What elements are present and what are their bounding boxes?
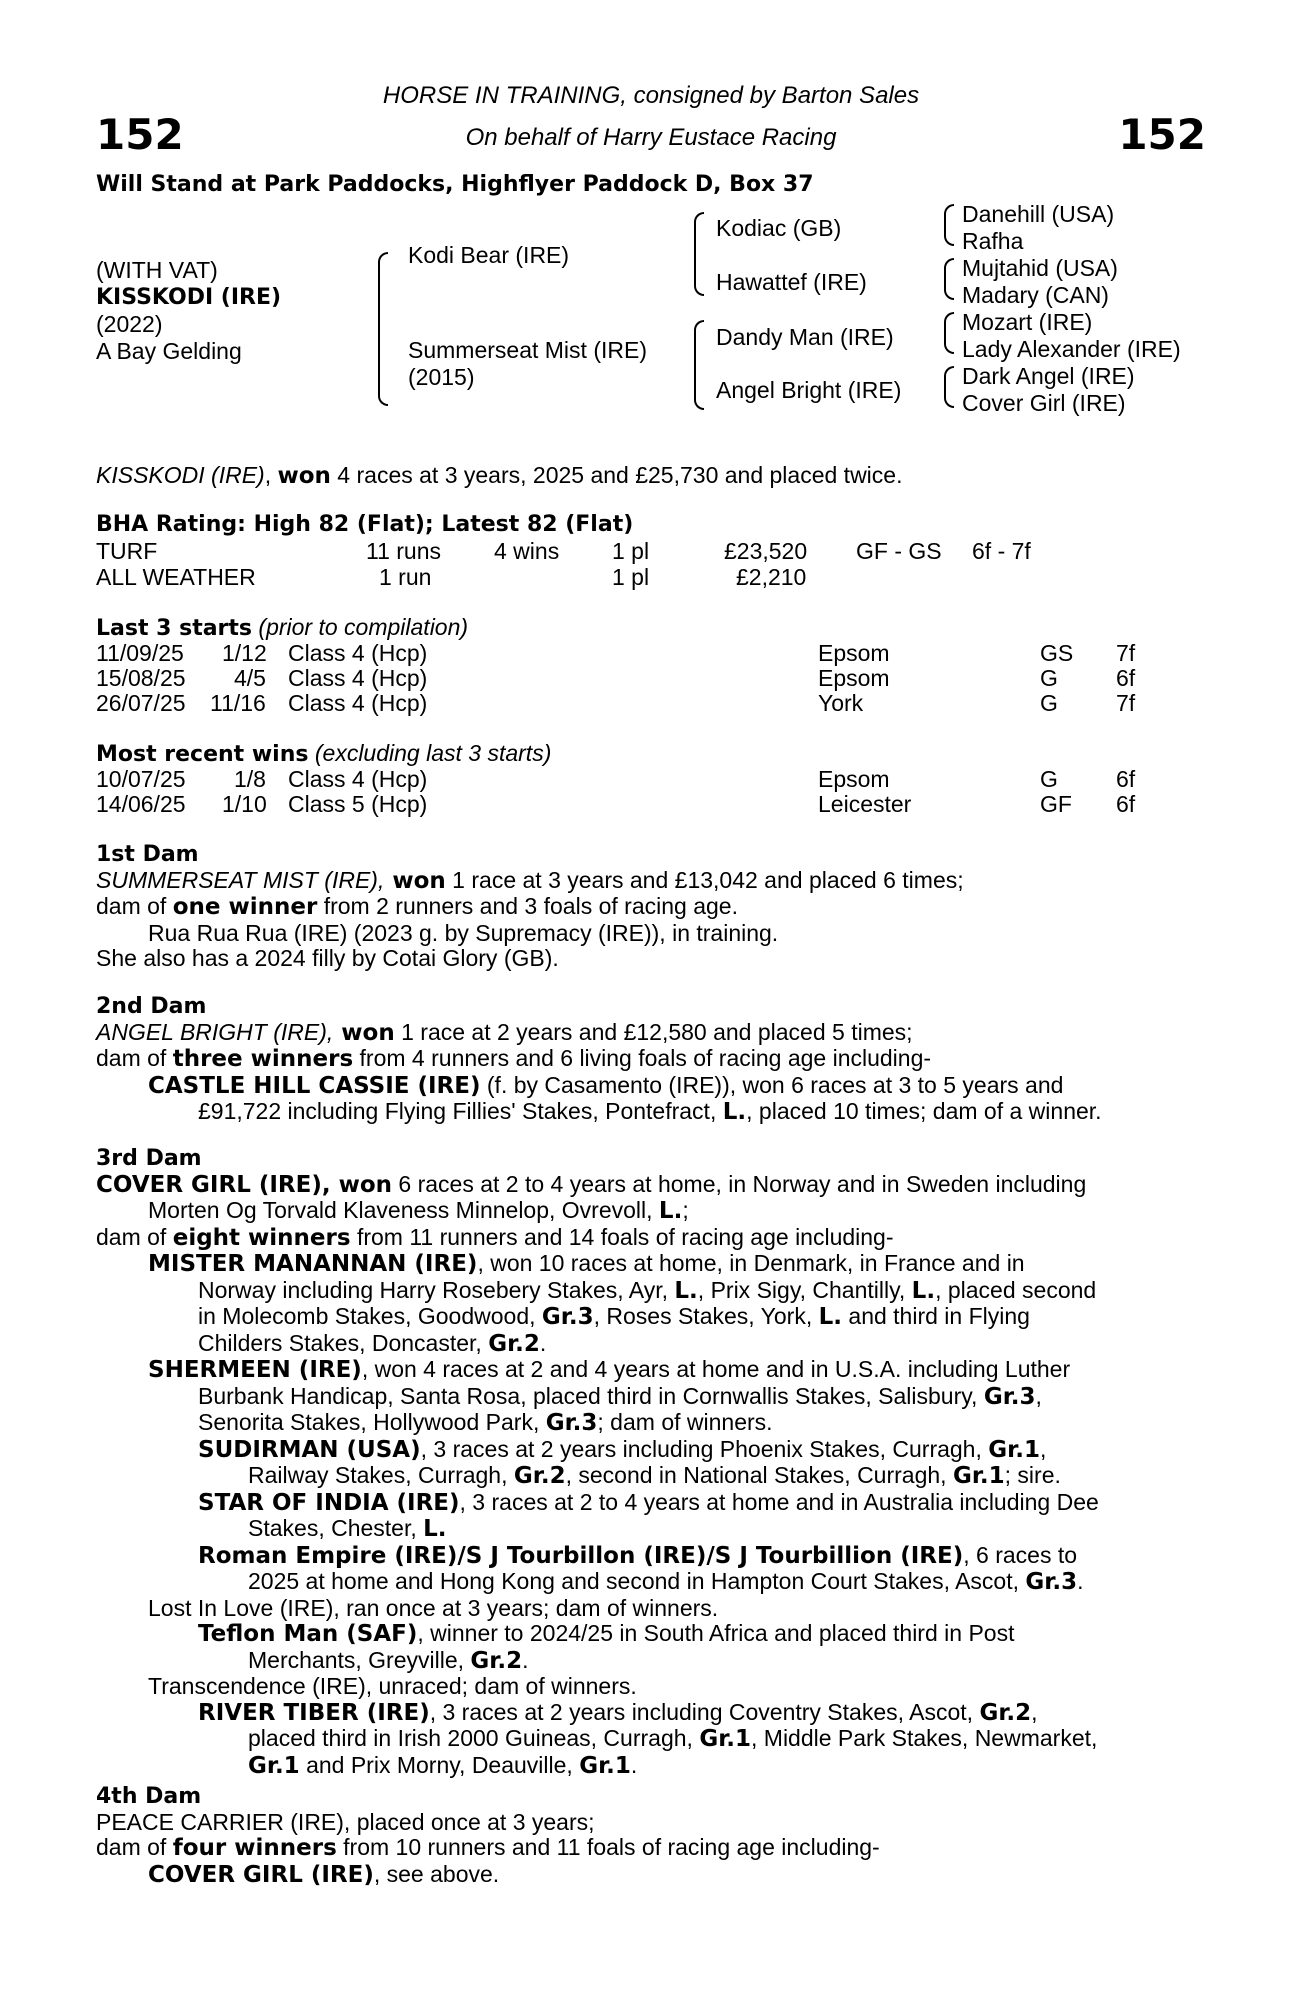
dam-brace [694, 320, 704, 410]
first-dam-also: She also has a 2024 filly by Cotai Glory (GB). [96, 945, 559, 971]
win-course: Epsom [818, 766, 890, 792]
sire: Kodi Bear (IRE) [408, 242, 570, 268]
horse-year: (2022) [96, 311, 163, 337]
first-dam-heading: 1st Dam [96, 842, 199, 867]
sire-dam: Hawattef (IRE) [716, 269, 867, 295]
fourth-dam-section [96, 1784, 1206, 1888]
win-position: 1/8 [234, 766, 266, 792]
grand-8: Cover Girl (IRE) [962, 390, 1126, 416]
lot-number-right: 152 [1118, 110, 1206, 159]
cover-girl-entry: COVER GIRL (IRE), see above. [148, 1860, 500, 1888]
start-position: 11/16 [210, 690, 266, 716]
vat-note: (WITH VAT) [96, 257, 218, 283]
summary-rest: 4 races at 3 years, 2025 and £25,730 and placed twice. [330, 462, 903, 488]
mister-manannan-cont: Norway including Harry Rosebery Stakes, Ayr, L., Prix Sigy, Chantilly, L., placed second [198, 1276, 1097, 1304]
castle-hill-cassie-entry: CASTLE HILL CASSIE (IRE) (f. by Casamento (IRE)), won 6 races at 3 to 5 years and [148, 1071, 1064, 1099]
fourth-dam-produce: dam of four winners from 10 runners and 11 foals of racing age including- [96, 1834, 880, 1861]
mister-manannan-cont: Childers Stakes, Doncaster, Gr.2. [198, 1329, 547, 1357]
summary-name: KISSKODI (IRE) [96, 462, 265, 488]
second-dam-record: ANGEL BRIGHT (IRE), won 1 race at 2 years and £12,580 and placed 5 times; [96, 1018, 913, 1046]
first-dam-section [96, 842, 1206, 972]
second-dam-produce: dam of three winners from 4 runners and 6 living foals of racing age including- [96, 1045, 932, 1072]
fourth-dam-heading: 4th Dam [96, 1784, 202, 1809]
win-going: GF [1040, 791, 1072, 817]
start-going: GS [1040, 640, 1074, 666]
third-dam-record-cont: Morten Og Torvald Klaveness Minnelop, Ovrevoll, L.; [148, 1197, 689, 1224]
start-position: 4/5 [234, 665, 266, 691]
sire-brace [694, 212, 704, 296]
last-starts-heading: Last 3 starts (prior to compilation) [96, 614, 469, 641]
grand-1: Danehill (USA) [962, 201, 1115, 227]
shermeen-cont: Senorita Stakes, Hollywood Park, Gr.3; dam of winners. [198, 1409, 773, 1436]
rating-surface: ALL WEATHER [96, 564, 256, 590]
start-class: Class 4 (Hcp) [288, 665, 428, 691]
third-dam-section [96, 1146, 1206, 1779]
third-dam-produce: dam of eight winners from 11 runners and 14 foals of racing age including- [96, 1223, 894, 1251]
sudirman-entry: SUDIRMAN (USA), 3 races at 2 years including Phoenix Stakes, Curragh, Gr.1, [198, 1435, 1047, 1463]
star-of-india-cont: Stakes, Chester, L. [248, 1515, 447, 1542]
grand-7: Dark Angel (IRE) [962, 363, 1135, 389]
castle-hill-cassie-entry-cont: £91,722 including Flying Fillies' Stakes, Pontefract, L., placed 10 times; dam of a winner. [198, 1098, 1102, 1125]
summary-won: won [277, 463, 331, 489]
teflon-man-entry: Teflon Man (SAF), winner to 2024/25 in South Africa and placed third in Post [198, 1620, 1015, 1647]
horse-name: KISSKODI (IRE) [96, 285, 282, 310]
start-distance: 6f [1116, 665, 1136, 691]
g-brace-3 [944, 312, 954, 354]
first-dam-record: SUMMERSEAT MIST (IRE), won 1 race at 3 years and £13,042 and placed 6 times; [96, 866, 964, 894]
consignment-line: HORSE IN TRAINING, consigned by Barton Sales [382, 82, 920, 109]
start-class: Class 4 (Hcp) [288, 690, 428, 716]
star-of-india-entry: STAR OF INDIA (IRE), 3 races at 2 to 4 years at home and in Australia including Dee [198, 1488, 1099, 1516]
start-distance: 7f [1116, 640, 1136, 666]
start-distance: 7f [1116, 690, 1136, 716]
grand-3: Mujtahid (USA) [962, 255, 1118, 281]
fourth-dam-record: PEACE CARRIER (IRE), placed once at 3 years; [96, 1808, 595, 1835]
river-tiber-entry: RIVER TIBER (IRE), 3 races at 2 years including Coventry Stakes, Ascot, Gr.2, [198, 1698, 1038, 1726]
g-brace-2 [944, 258, 954, 300]
grand-6: Lady Alexander (IRE) [962, 336, 1181, 362]
rating-runs: 11 runs [366, 538, 442, 564]
start-date: 11/09/25 [96, 640, 184, 666]
win-distance: 6f [1116, 791, 1136, 817]
location-line: Will Stand at Park Paddocks, Highflyer Paddock D, Box 37 [96, 172, 814, 197]
transcendence-entry: Transcendence (IRE), unraced; dam of winners. [148, 1673, 637, 1699]
start-going: G [1040, 665, 1058, 691]
g-brace-4 [944, 366, 954, 408]
grand-5: Mozart (IRE) [962, 309, 1093, 335]
win-class: Class 5 (Hcp) [288, 791, 428, 817]
rating-placed: 1 pl [612, 538, 650, 564]
win-date: 14/06/25 [96, 791, 186, 817]
second-dam-heading: 2nd Dam [96, 994, 207, 1019]
dam-dam: Angel Bright (IRE) [716, 377, 902, 403]
dam-sire: Dandy Man (IRE) [716, 324, 894, 350]
lost-in-love-entry: Lost In Love (IRE), ran once at 3 years; dam of winners. [148, 1594, 719, 1621]
on-behalf-line: On behalf of Harry Eustace Racing [465, 124, 837, 151]
dam: Summerseat Mist (IRE) [408, 337, 647, 363]
win-date: 10/07/25 [96, 766, 186, 792]
start-position: 1/12 [222, 640, 267, 666]
rating-wins: 4 wins [494, 538, 560, 564]
start-course: York [818, 690, 864, 716]
pedigree-brace [378, 252, 388, 406]
roman-empire-cont: 2025 at home and Hong Kong and second in Hampton Court Stakes, Ascot, Gr.3. [248, 1568, 1084, 1595]
shermeen-cont: Burbank Handicap, Santa Rosa, placed third in Cornwallis Stakes, Salisbury, Gr.3, [198, 1382, 1042, 1410]
start-going: G [1040, 690, 1058, 716]
sudirman-cont: Railway Stakes, Curragh, Gr.2, second in National Stakes, Curragh, Gr.1; sire. [248, 1462, 1061, 1489]
rating-heading: BHA Rating: High 82 (Flat); Latest 82 (Flat) [96, 512, 634, 537]
first-dam-produce: dam of one winner from 2 runners and 3 foals of racing age. [96, 893, 738, 920]
teflon-man-cont: Merchants, Greyville, Gr.2. [248, 1646, 529, 1674]
first-dam-progeny: Rua Rua Rua (IRE) (2023 g. by Supremacy (IRE)), in training. [148, 919, 779, 946]
win-course: Leicester [818, 791, 912, 817]
win-distance: 6f [1116, 766, 1136, 792]
catalogue-page [96, 0, 1206, 2000]
grand-2: Rafha [962, 228, 1024, 254]
horse-description: A Bay Gelding [96, 338, 242, 364]
mister-manannan-cont: in Molecomb Stakes, Goodwood, Gr.3, Roses Stakes, York, L. and third in Flying [198, 1303, 1030, 1330]
rating-going: GF - GS [856, 538, 942, 564]
dam-year: (2015) [408, 364, 475, 390]
rating-surface: TURF [96, 538, 158, 564]
win-position: 1/10 [222, 791, 267, 817]
shermeen-entry: SHERMEEN (IRE), won 4 races at 2 and 4 years at home and in U.S.A. including Luther [148, 1356, 1071, 1383]
win-going: G [1040, 766, 1058, 792]
rating-prize: £23,520 [724, 538, 808, 564]
race-summary: KISSKODI (IRE), won 4 races at 3 years, 2025 and £25,730 and placed twice. [96, 462, 903, 489]
start-course: Epsom [818, 640, 890, 666]
recent-wins-heading: Most recent wins (excluding last 3 starts) [96, 740, 552, 767]
start-date: 26/07/25 [96, 690, 186, 716]
third-dam-record: COVER GIRL (IRE), won 6 races at 2 to 4 years at home, in Norway and in Sweden including [96, 1170, 1087, 1198]
rating-prize: £2,210 [736, 564, 807, 590]
rating-placed: 1 pl [612, 564, 650, 590]
river-tiber-cont: Gr.1 and Prix Morny, Deauville, Gr.1. [248, 1751, 638, 1779]
win-class: Class 4 (Hcp) [288, 766, 428, 792]
rating-distance: 6f - 7f [972, 538, 1031, 564]
second-dam-section [96, 994, 1206, 1126]
grand-4: Madary (CAN) [962, 282, 1109, 308]
g-brace-1 [944, 204, 954, 246]
start-date: 15/08/25 [96, 665, 186, 691]
mister-manannan-entry: MISTER MANANNAN (IRE), won 10 races at home, in Denmark, in France and in [148, 1250, 1025, 1277]
roman-empire-entry: Roman Empire (IRE)/S J Tourbillon (IRE)/S J Tourbillion (IRE), 6 races to [198, 1541, 1078, 1569]
start-course: Epsom [818, 665, 890, 691]
river-tiber-cont: placed third in Irish 2000 Guineas, Curragh, Gr.1, Middle Park Stakes, Newmarket, [248, 1725, 1098, 1752]
lot-number-left: 152 [96, 110, 184, 159]
sire-sire: Kodiac (GB) [716, 215, 842, 241]
rating-runs: 1 run [379, 564, 432, 590]
start-class: Class 4 (Hcp) [288, 640, 428, 666]
third-dam-heading: 3rd Dam [96, 1146, 202, 1171]
